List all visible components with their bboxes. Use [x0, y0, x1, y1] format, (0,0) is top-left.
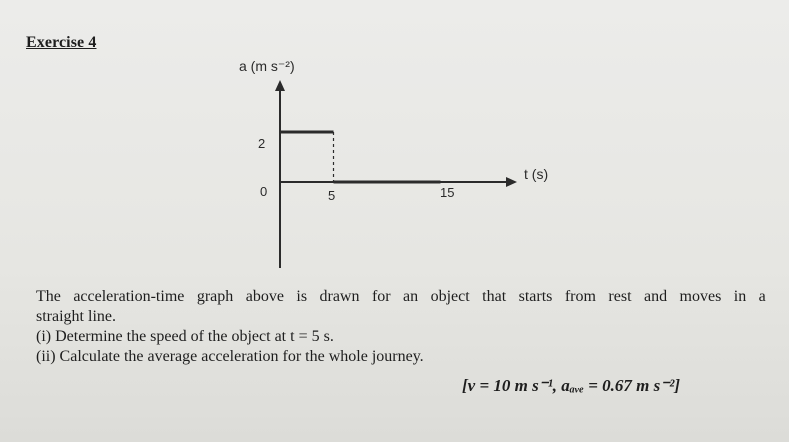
question-part-ii: (ii) Calculate the average acceleration for the whole journey.	[36, 348, 424, 365]
question-word: drawn	[319, 288, 360, 305]
question-word: and	[643, 288, 668, 305]
question-word: moves	[679, 288, 722, 305]
y-tick-label-2: 2	[258, 136, 266, 151]
question-word: that	[482, 288, 507, 305]
question-word: in	[733, 288, 747, 305]
question-word: graph	[196, 288, 234, 305]
exercise-title: Exercise 4	[26, 34, 97, 51]
question-word: from	[564, 288, 596, 305]
y-axis-label: a (m s⁻²)	[239, 58, 295, 74]
question-word: starts	[518, 288, 553, 305]
origin-label: 0	[260, 184, 268, 199]
question-line-2: straight line.	[36, 308, 116, 325]
y-axis-arrow-icon	[275, 80, 285, 91]
question-part-i: (i) Determine the speed of the object at t = 5 s.	[36, 328, 334, 345]
question-word: above	[245, 288, 284, 305]
x-tick-label-15: 15	[440, 185, 455, 200]
question-word: for	[371, 288, 391, 305]
question-word: rest	[608, 288, 632, 305]
question-text	[36, 287, 776, 367]
x-axis-label: t (s)	[524, 166, 549, 182]
question-word: The	[36, 288, 61, 305]
question-word: acceleration-time	[73, 288, 185, 305]
question-word: is	[296, 288, 308, 305]
answer-key: [v = 10 m s⁻¹, aₐᵥₑ = 0.67 m s⁻²]	[462, 376, 681, 395]
x-tick-label-5: 5	[328, 188, 336, 203]
question-word: an	[403, 288, 419, 305]
x-axis-arrow-icon	[506, 177, 517, 187]
question-line-1	[36, 287, 766, 307]
question-word: object	[430, 288, 470, 305]
question-word: a	[758, 288, 766, 305]
